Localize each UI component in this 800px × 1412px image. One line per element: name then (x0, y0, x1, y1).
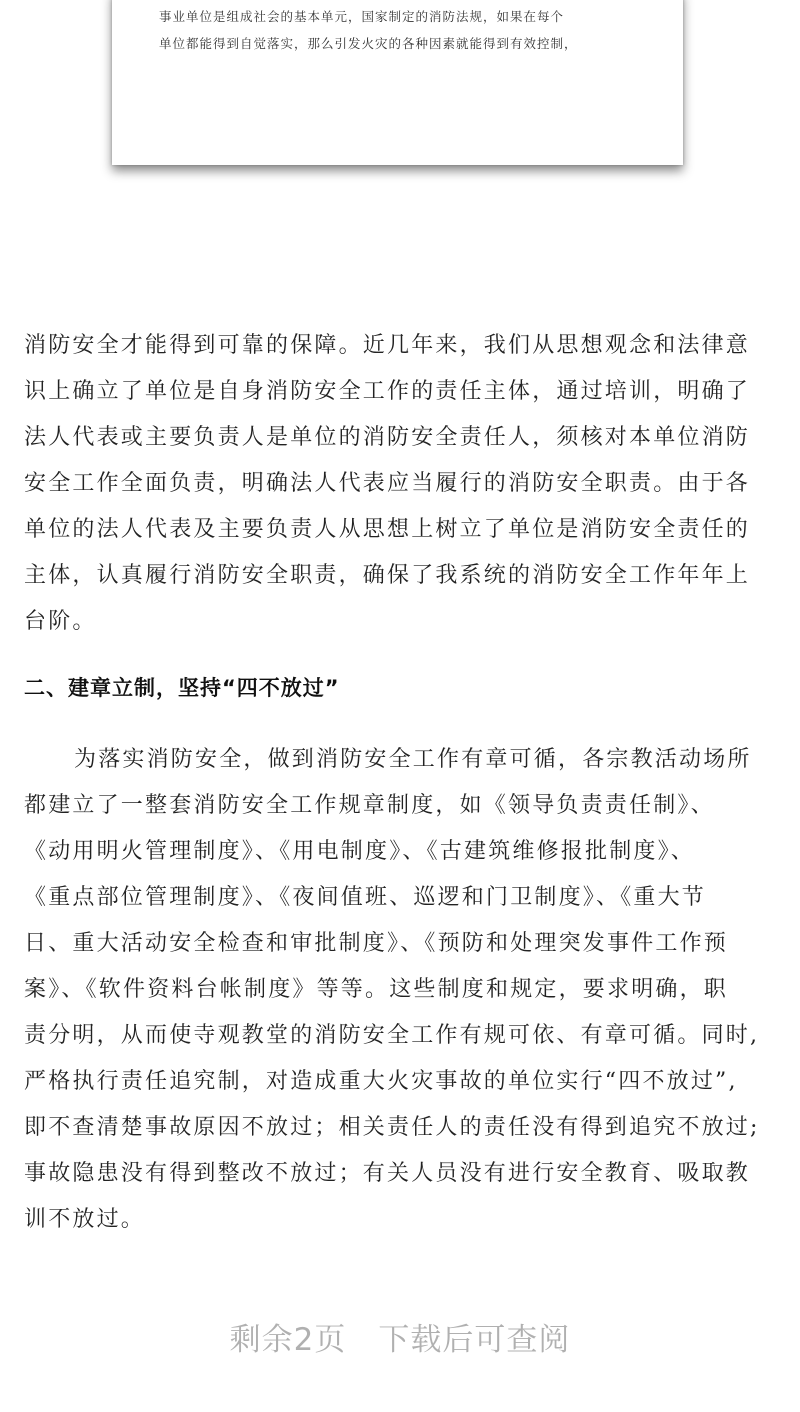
text-line: 《动用明火管理制度》、《用电制度》、《古建筑维修报批制度》、 (24, 839, 696, 864)
text-line: 识上确立了单位是自身消防安全工作的责任主体，通过培训，明确了 (24, 379, 751, 404)
text-line: 严格执行责任追究制，对造成重大火灾事故的单位实行“四不放过”, (24, 1069, 738, 1094)
text-line: 训不放过。 (24, 1207, 146, 1232)
text-line: 都建立了一整套消防安全工作规章制度，如《领导负责责任制》、 (24, 793, 715, 818)
text-line: 法人代表或主要负责人是单位的消防安全责任人，须核对本单位消防 (24, 425, 751, 450)
preview-line: 单位都能得到自觉落实，那么引发火灾的各种因素就能得到有效控制， (159, 36, 578, 51)
download-prompt[interactable] (0, 1314, 800, 1359)
text-line: 案》、《软件资料台帐制度》等等。这些制度和规定，要求明确，职 (24, 977, 729, 1002)
preview-text (159, 3, 659, 57)
text-line: 为落实消防安全，做到消防安全工作有章可循，各宗教活动场所 (74, 747, 752, 772)
paragraph-responsibility (24, 323, 780, 645)
text-line: 消防安全才能得到可靠的保障。近几年来，我们从思想观念和法律意 (24, 333, 751, 358)
text-line: 事故隐患没有得到整改不放过；有关人员没有进行安全教育、吸取教 (24, 1161, 751, 1186)
text-line: 日、重大活动安全检查和审批制度》、《预防和处理突发事件工作预 (24, 931, 729, 956)
text-line: 台阶。 (24, 609, 97, 634)
text-line: 即不查清楚事故原因不放过；相关责任人的责任没有得到追究不放过; (24, 1115, 760, 1140)
preview-page-card (112, 0, 683, 165)
paragraph-regulations (24, 737, 780, 1243)
text-line: 安全工作全面负责，明确法人代表应当履行的消防安全职责。由于各 (24, 471, 751, 496)
text-line: 责分明，从而使寺观教堂的消防安全工作有规可依、有章可循。同时, (24, 1023, 760, 1048)
remaining-pages-label: 剩余2页 (229, 1322, 347, 1358)
preview-line: 事业单位是组成社会的基本单元，国家制定的消防法规，如果在每个 (159, 9, 565, 24)
text-line: 单位的法人代表及主要负责人从思想上树立了单位是消防安全责任的 (24, 517, 751, 542)
document-body (24, 323, 780, 1243)
text-line: 《重点部位管理制度》、《夜间值班、巡逻和门卫制度》、《重大节 (24, 885, 707, 910)
section-heading: 二、建章立制，坚持“四不放过” (24, 676, 340, 700)
text-line: 主体，认真履行消防安全职责，确保了我系统的消防安全工作年年上 (24, 563, 751, 588)
download-to-view-label: 下载后可查阅 (378, 1322, 571, 1358)
